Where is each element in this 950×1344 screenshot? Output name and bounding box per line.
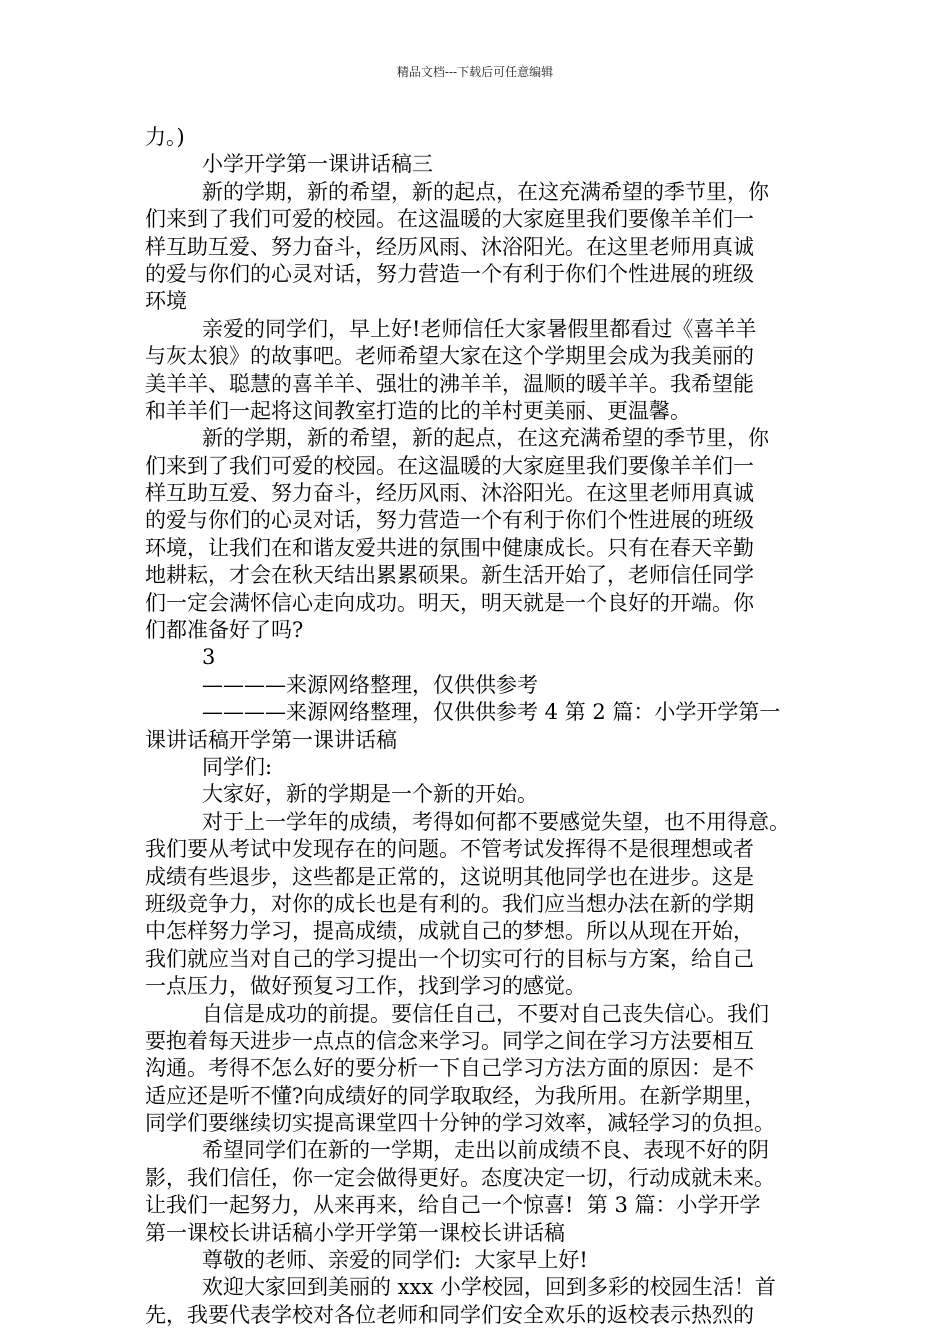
text-line: 中怎样努力学习，提高成绩，成就自己的梦想。所以从现在开始， — [145, 919, 754, 944]
text-line: 适应还是听不懂?向成绩好的同学取取经，为我所用。在新学期里， — [145, 1083, 766, 1108]
text-line: 新的学期，新的希望，新的起点，在这充满希望的季节里，你 — [202, 179, 769, 204]
text-line: 要抱着每天进步一点点的信念来学习。同学之间在学习方法要相互 — [145, 1028, 754, 1053]
text-line: 新的学期，新的希望，新的起点，在这充满希望的季节里，你 — [202, 426, 769, 451]
text-line: 与灰太狼》的故事吧。老师希望大家在这个学期里会成为我美丽的 — [145, 344, 754, 369]
text-line: 大家好，新的学期是一个新的开始。 — [202, 782, 538, 807]
document-body — [145, 124, 815, 1329]
text-line: 同学们要继续切实提高课堂四十分钟的学习效率，减轻学习的负担。 — [145, 1111, 775, 1136]
text-line: 样互助互爱、努力奋斗，经历风雨、沐浴阳光。在这里老师用真诚 — [145, 481, 754, 506]
text-line: 和羊羊们一起将这间教室打造的比的羊村更美丽、更温馨。 — [145, 398, 691, 423]
text-line: 自信是成功的前提。要信任自己，不要对自己丧失信心。我们 — [202, 1001, 769, 1026]
page-header: 精品文档---下载后可任意编辑 — [396, 65, 554, 79]
text-line: 对于上一学年的成绩，考得如何都不要感觉失望，也不用得意。 — [202, 809, 790, 834]
text-line: 我们就应当对自己的学习提出一个切实可行的目标与方案，给自己 — [145, 946, 754, 971]
text-line: 欢迎大家回到美丽的 xxx 小学校园，回到多彩的校园生活！首 — [202, 1275, 776, 1300]
text-line: 希望同学们在新的一学期，走出以前成绩不良、表现不好的阴 — [202, 1138, 769, 1163]
text-line: 们都准备好了吗? — [145, 618, 304, 643]
text-line: 力。) — [145, 125, 185, 149]
text-line: 亲爱的同学们，早上好!老师信任大家暑假里都看过《喜羊羊 — [202, 316, 757, 341]
text-line: 样互助互爱、努力奋斗，经历风雨、沐浴阳光。在这里老师用真诚 — [145, 234, 754, 259]
text-line: ————来源网络整理，仅供供参考 4 第 2 篇：小学开学第一 — [202, 700, 781, 725]
text-line: 第一课校长讲话稿小学开学第一课校长讲话稿 — [145, 1220, 565, 1245]
text-line: 课讲话稿开学第一课讲话稿 — [145, 727, 397, 752]
text-line: 先，我要代表学校对各位老师和同学们安全欢乐的返校表示热烈的 — [145, 1302, 754, 1327]
text-line: 3 — [202, 645, 216, 670]
text-line: 让我们一起努力，从来再来，给自己一个惊喜! 第 3 篇：小学开学 — [145, 1193, 761, 1218]
text-line: 们来到了我们可爱的校园。在这温暖的大家庭里我们要像羊羊们一 — [145, 453, 754, 478]
text-line: 影，我们信任，你一定会做得更好。态度决定一切，行动成就未来。 — [145, 1165, 775, 1190]
text-line: 沟通。考得不怎么好的要分析一下自己学习方法方面的原因：是不 — [145, 1056, 754, 1081]
text-line: 的爱与你们的心灵对话，努力营造一个有利于你们个性进展的班级 — [145, 261, 754, 286]
text-line: 环境 — [145, 289, 187, 314]
text-line: 们来到了我们可爱的校园。在这温暖的大家庭里我们要像羊羊们一 — [145, 207, 754, 232]
text-line: 同学们: — [202, 754, 273, 779]
text-line: 成绩有些退步，这些都是正常的，这说明其他同学也在进步。这是 — [145, 864, 754, 889]
text-line: 班级竞争力，对你的成长也是有利的。我们应当想办法在新的学期 — [145, 891, 754, 916]
text-line: 的爱与你们的心灵对话，努力营造一个有利于你们个性进展的班级 — [145, 508, 754, 533]
text-line: 尊敬的老师、亲爱的同学们: 大家早上好! — [202, 1248, 588, 1273]
text-line: 小学开学第一课讲话稿三 — [202, 152, 433, 177]
text-line: ————来源网络整理，仅供供参考 — [202, 672, 538, 697]
text-line: 地耕耘，才会在秋天结出累累硕果。新生活开始了，老师信任同学 — [145, 563, 754, 588]
text-line: 环境，让我们在和谐友爱共进的氛围中健康成长。只有在春天辛勤 — [145, 535, 754, 560]
text-line: 一点压力，做好预复习工作，找到学习的感觉。 — [145, 974, 586, 999]
text-line: 美羊羊、聪慧的喜羊羊、强壮的沸羊羊，温顺的暖羊羊。我希望能 — [145, 371, 754, 396]
text-line: 我们要从考试中发现存在的问题。不管考试发挥得不是很理想或者 — [145, 837, 754, 862]
text-line: 们一定会满怀信心走向成功。明天，明天就是一个良好的开端。你 — [145, 590, 754, 615]
